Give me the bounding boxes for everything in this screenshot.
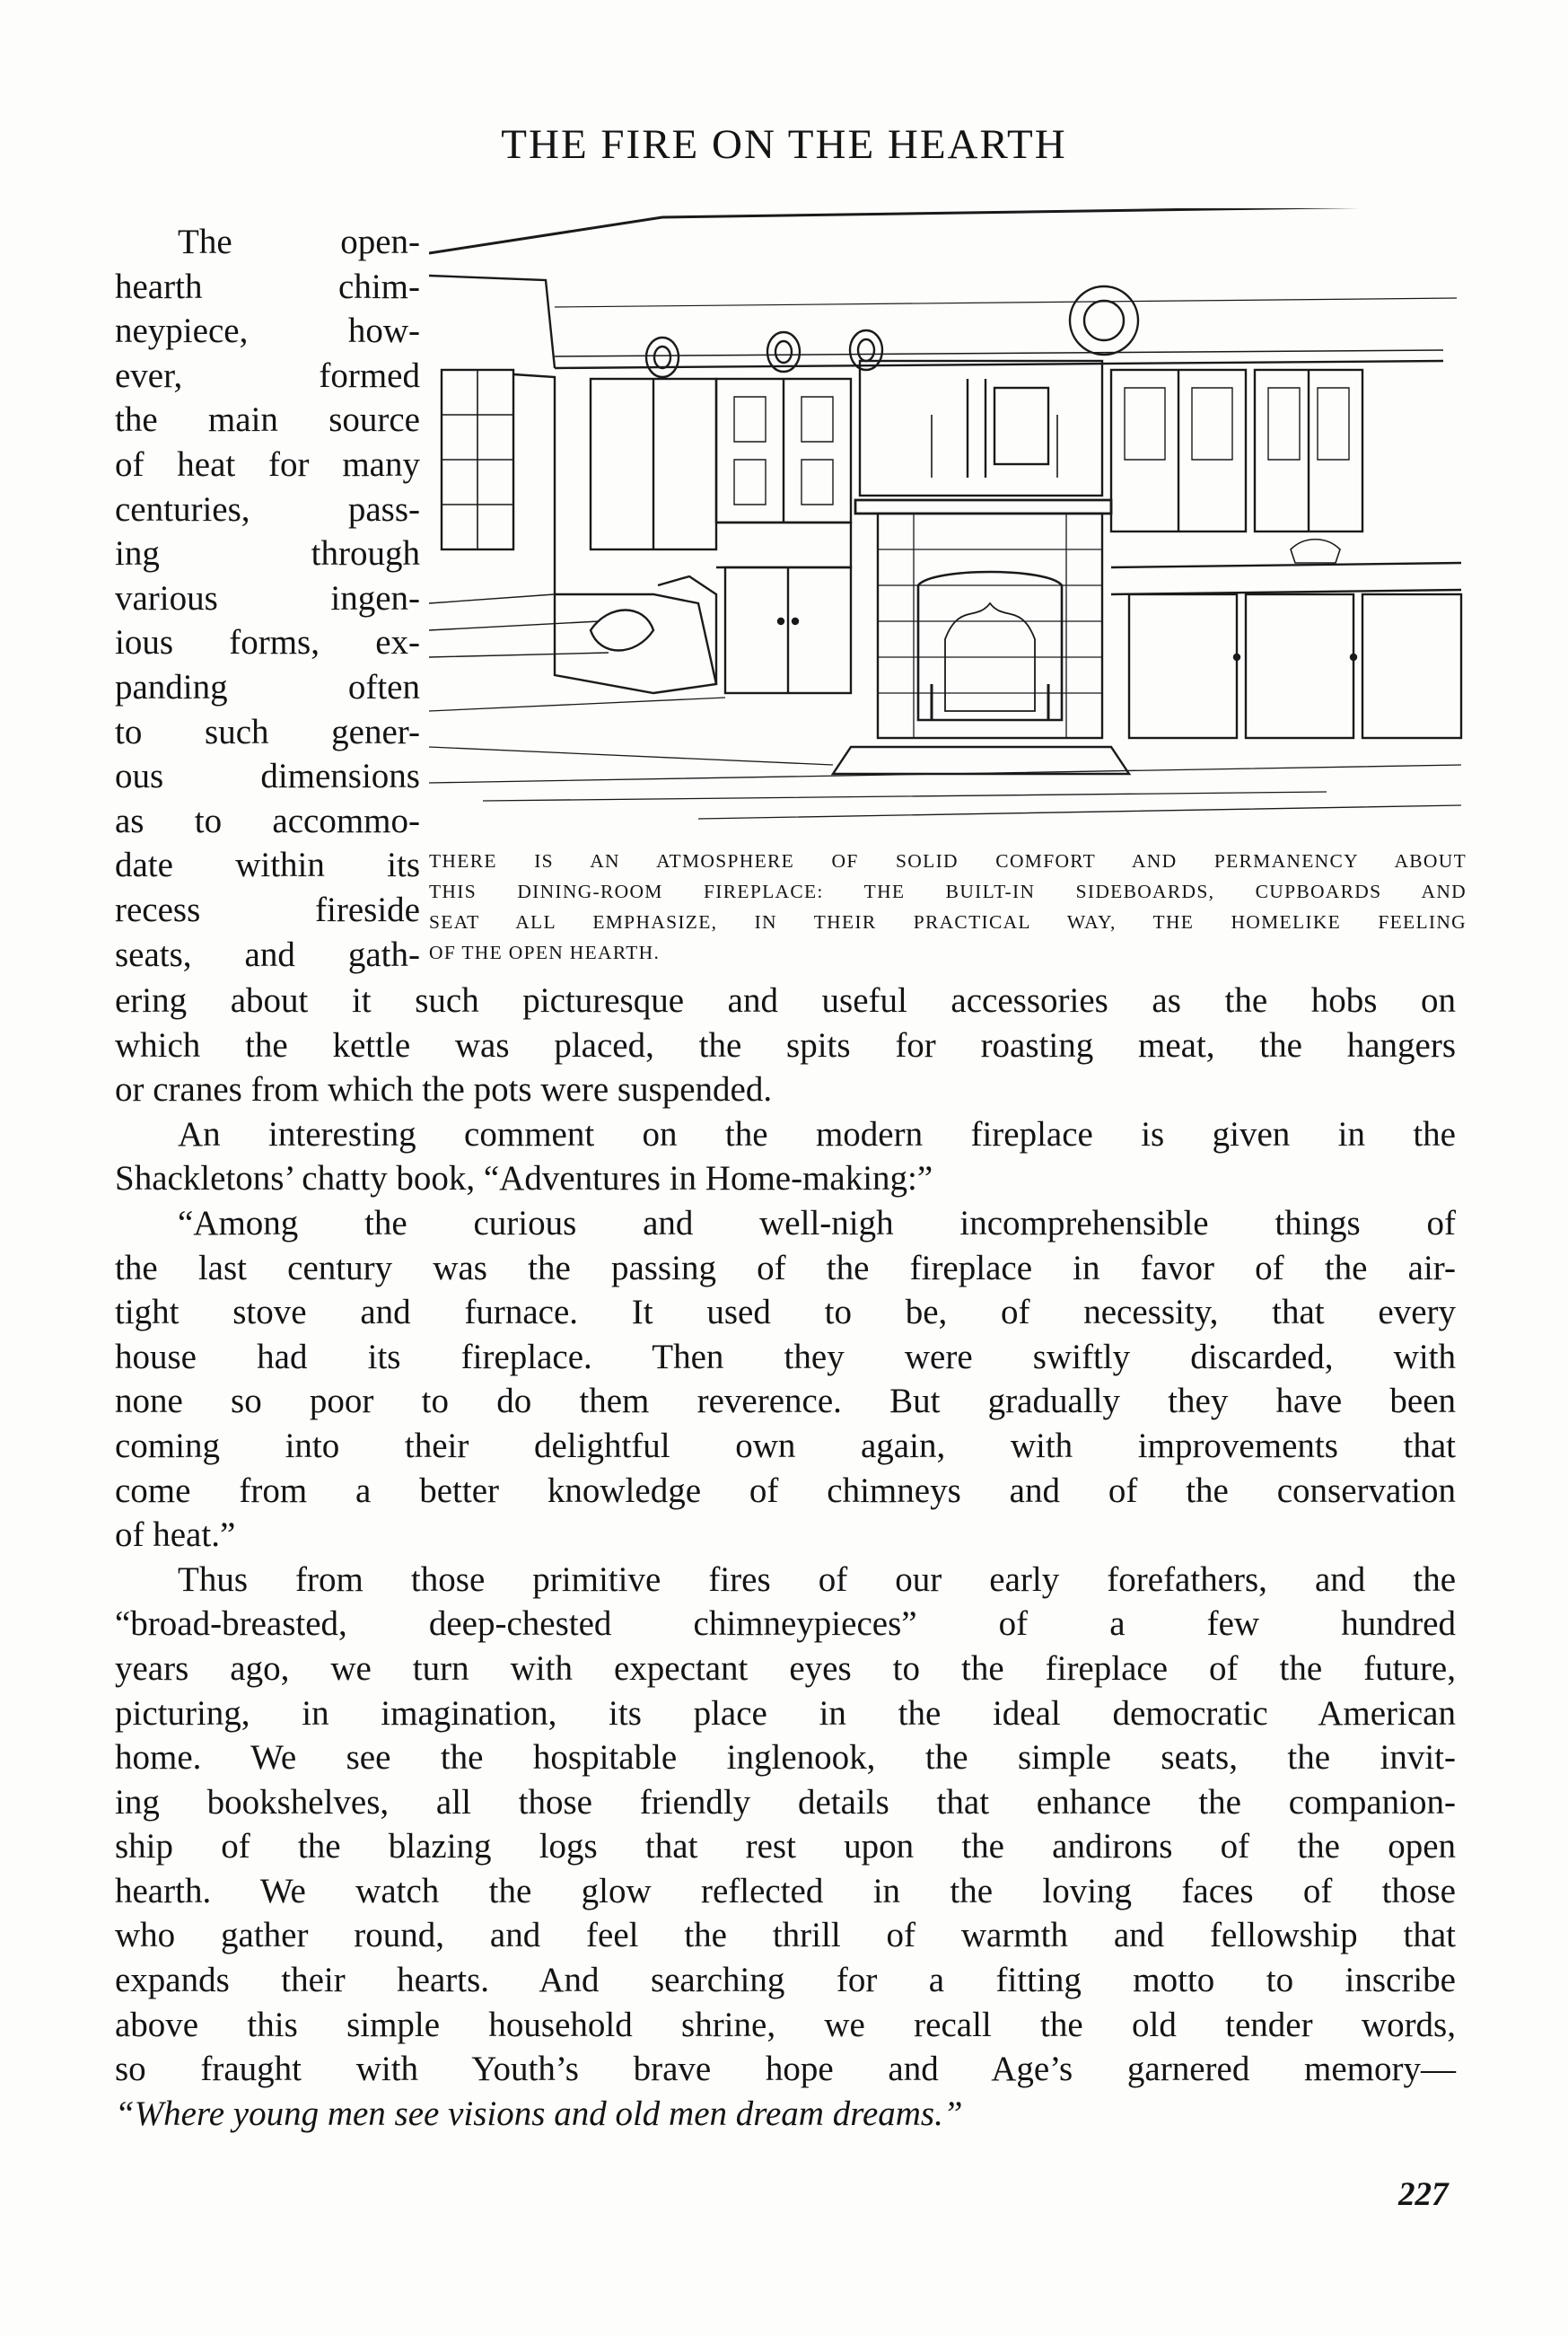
body-line: which the kettle was placed, the spits for roasting meat, the hangers [115, 1025, 1456, 1065]
caption-line: OF THE OPEN HEARTH. [429, 942, 661, 963]
body-line: “Where young men see visions and old men dream dreams.” [115, 2094, 963, 2133]
caption-line: THERE IS AN ATMOSPHERE OF SOLID COMFORT AND PERMANENCY ABOUT [429, 850, 1467, 872]
page-number: 227 [1398, 2176, 1449, 2213]
body-line: or cranes from which the pots were suspended. [115, 1070, 773, 1110]
body-line: hearth chim- [115, 267, 420, 306]
body-line: years ago, we turn with expectant eyes to the fireplace of the future, [115, 1648, 1456, 1688]
body-line: home. We see the hospitable inglenook, the simple seats, the invit- [115, 1738, 1456, 1778]
body-line: ous dimensions [115, 757, 420, 796]
fireplace-illustration [429, 208, 1467, 830]
body-line: the main source [115, 400, 420, 440]
body-line: seats, and gath- [115, 935, 420, 974]
body-line: who gather round, and feel the thrill of warmth and fellowship that [115, 1916, 1456, 1955]
body-line: so fraught with Youth’s brave hope and Age’s garnered memory— [115, 2050, 1456, 2089]
body-line: ing bookshelves, all those friendly details that enhance the companion- [115, 1782, 1456, 1822]
body-line: house had its fireplace. Then they were swiftly discarded, with [115, 1337, 1456, 1376]
caption-line: SEAT ALL EMPHASIZE, IN THEIR PRACTICAL WAY, THE HOMELIKE FEELING [429, 911, 1467, 933]
body-line: come from a better knowledge of chimneys and of the conservation [115, 1471, 1456, 1510]
wrapped-paragraph [115, 220, 420, 977]
body-line: An interesting comment on the modern fireplace is given in the [178, 1114, 1456, 1154]
body-line: recess fireside [115, 890, 420, 929]
figure-caption [429, 846, 1467, 968]
body-line: date within its [115, 846, 420, 885]
body-line: picturing, in imagination, its place in the ideal democratic American [115, 1693, 1456, 1733]
body-line: hearth. We watch the glow reflected in the loving faces of those [115, 1871, 1456, 1910]
body-line: none so poor to do them reverence. But gradually they have been [115, 1382, 1456, 1421]
body-line: various ingen- [115, 578, 420, 618]
body-line: “Among the curious and well-nigh incomprehensible things of [178, 1203, 1456, 1243]
running-head: THE FIRE ON THE HEARTH [501, 121, 1067, 168]
body-line: Thus from those primitive fires of our early forefathers, and the [178, 1559, 1456, 1599]
body-line: the last century was the passing of the fireplace in favor of the air- [115, 1248, 1456, 1287]
body-line: ever, formed [115, 356, 420, 395]
body-line: panding often [115, 667, 420, 707]
body-line: of heat.” [115, 1515, 236, 1555]
body-line: as to accommo- [115, 801, 420, 840]
body-line: expands their hearts. And searching for a fitting motto to inscribe [115, 1961, 1456, 2000]
body-line: tight stove and furnace. It used to be, of necessity, that every [115, 1293, 1456, 1332]
body-line: coming into their delightful own again, with improvements that [115, 1426, 1456, 1465]
body-line: ious forms, ex- [115, 623, 420, 663]
body-line: above this simple household shrine, we recall the old tender words, [115, 2005, 1456, 2044]
body-line: Shackletons’ chatty book, “Adventures in Home-making:” [115, 1159, 933, 1199]
body-line: ship of the blazing logs that rest upon the andirons of the open [115, 1827, 1456, 1866]
body-line: centuries, pass- [115, 489, 420, 529]
caption-line: THIS DINING-ROOM FIREPLACE: THE BUILT-IN SIDEBOARDS, CUPBOARDS AND [429, 881, 1467, 902]
body-line: “broad-breasted, deep-chested chimneypieces” of a few hundred [115, 1604, 1456, 1644]
body-line: ing through [115, 534, 420, 574]
body-line: of heat for many [115, 444, 420, 484]
body-line: neypiece, how- [115, 312, 420, 351]
body-line: The open- [178, 223, 420, 261]
body-line: ering about it such picturesque and useful accessories as the hobs on [115, 981, 1456, 1020]
body-paragraphs [115, 979, 1456, 2136]
body-line: to such gener- [115, 712, 420, 751]
